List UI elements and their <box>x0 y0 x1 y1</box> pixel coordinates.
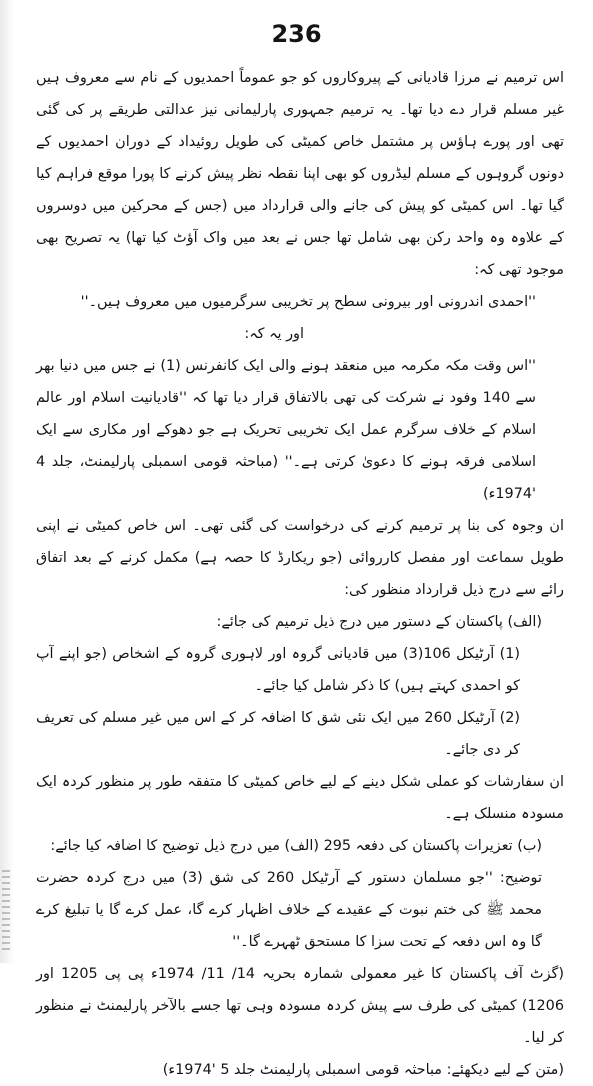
gazette-reference: (گزٹ آف پاکستان کا غیر معمولی شمارہ بحریہ 14/ 11/ 1974ء پی پی 1205 اور 1206) کمیٹی کی طرف سے پیش کردہ مسودہ وہی تھا جسے بالآخر پارلیمنٹ نے منظور کر لیا۔ <box>36 966 564 1046</box>
and-that-label: اور یہ کہ: <box>244 326 304 342</box>
clause-alif-1: (1) آرٹیکل 106(3) میں قادیانی گروہ اور لاہوری گروہ کے اشخاص (جو اپنے آپ کو احمدی کہتے ہیں) کا ذکر شامل کیا جائے۔ <box>36 646 520 694</box>
paragraph-resolution-reason: ان وجوہ کی بنا پر ترمیم کرنے کی درخواست کی گئی تھی۔ اس خاص کمیٹی نے اپنی طویل سماعت اور مفصل کارروائی (جو ریکارڈ کا حصہ ہے) مکمل کرنے کے بعد اتفاق رائے سے درج ذیل قرارداد منظور کی: <box>36 518 564 598</box>
paragraph-draft-attached: ان سفارشات کو عملی شکل دینے کے لیے خاص کمیٹی کا متفقہ طور پر منظور کردہ ایک مسودہ منسلک ہے۔ <box>36 774 564 822</box>
paragraph-amendment-intro: اس ترمیم نے مرزا قادیانی کے پیروکاروں کو جو عموماً احمدیوں کے نام سے معروف ہیں غیر مسلم قرار دے دیا تھا۔ یہ ترمیم جمہوری پارلیمانی نیز عدالتی طریقے پر کی گئی تھی اور پورے ہاؤس پر مشتمل خاص کمیٹی کی طویل روئیداد کے دوران احمدیوں کے دونوں گروہوں کے مسلم لیڈروں کو بھی اپنا نقطہ نظر پیش کرنے کا پورا موقع فراہم کیا گیا تھا۔ اس کمیٹی کو پیش کی جانے والی قرارداد میں (جس کے محرکین میں دوسروں کے علاوہ وہ واحد رکن بھی شامل تھا جس نے بعد میں واک آؤٹ کیا تھا) یہ تصریح بھی موجود تھی کہ: <box>36 70 564 278</box>
book-spine-shadow <box>0 0 14 963</box>
quote-ahmadi-activities: ''احمدی اندرونی اور بیرونی سطح پر تخریبی سرگرمیوں میں معروف ہیں۔'' <box>80 294 536 310</box>
clause-explanation: توضیح: ''جو مسلمان دستور کے آرٹیکل 260 کی شق (3) میں درج کردہ حضرت محمد ﷺ کی ختم نبوت کے عقیدے کے خلاف اظہار کرے گا، عمل کرے گا یا تبلیغ کرے گا وہ اس دفعہ کے تحت سزا کا مستحق ٹھہرے گا۔'' <box>36 870 542 950</box>
clause-alif: (الف) پاکستان کے دستور میں درج ذیل ترمیم کی جائے: <box>216 614 542 630</box>
page-body <box>36 62 564 1086</box>
clause-bay: (ب) تعزیرات پاکستان کی دفعہ 295 (الف) میں درج ذیل توضیح کا اضافہ کیا جائے: <box>50 838 542 854</box>
binding-marks <box>2 870 10 950</box>
text-reference: (متن کے لیے دیکھئے: مباحثہ قومی اسمبلی پارلیمنٹ جلد 5 '1974ء) <box>162 1062 564 1078</box>
page-number: 236 <box>271 20 322 48</box>
quote-makkah-conference: ''اس وقت مکہ مکرمہ میں منعقد ہونے والی ایک کانفرنس (1) نے جس میں دنیا بھر سے 140 وفود نے شرکت کی تھی بالاتفاق قرار دیا تھا کہ ''قادیانیت اسلام اور عالم اسلام کے خلاف سرگرم عمل ایک تخریبی تحریک ہے جو دھوکے اور مکاری سے ایک اسلامی فرقہ ہونے کا دعویٰ کرتی ہے۔'' (مباحثہ قومی اسمبلی پارلیمنٹ، جلد 4 '1974ء) <box>36 358 536 502</box>
clause-alif-2: (2) آرٹیکل 260 میں ایک نئی شق کا اضافہ کر کے اس میں غیر مسلم کی تعریف کر دی جائے۔ <box>36 710 520 758</box>
